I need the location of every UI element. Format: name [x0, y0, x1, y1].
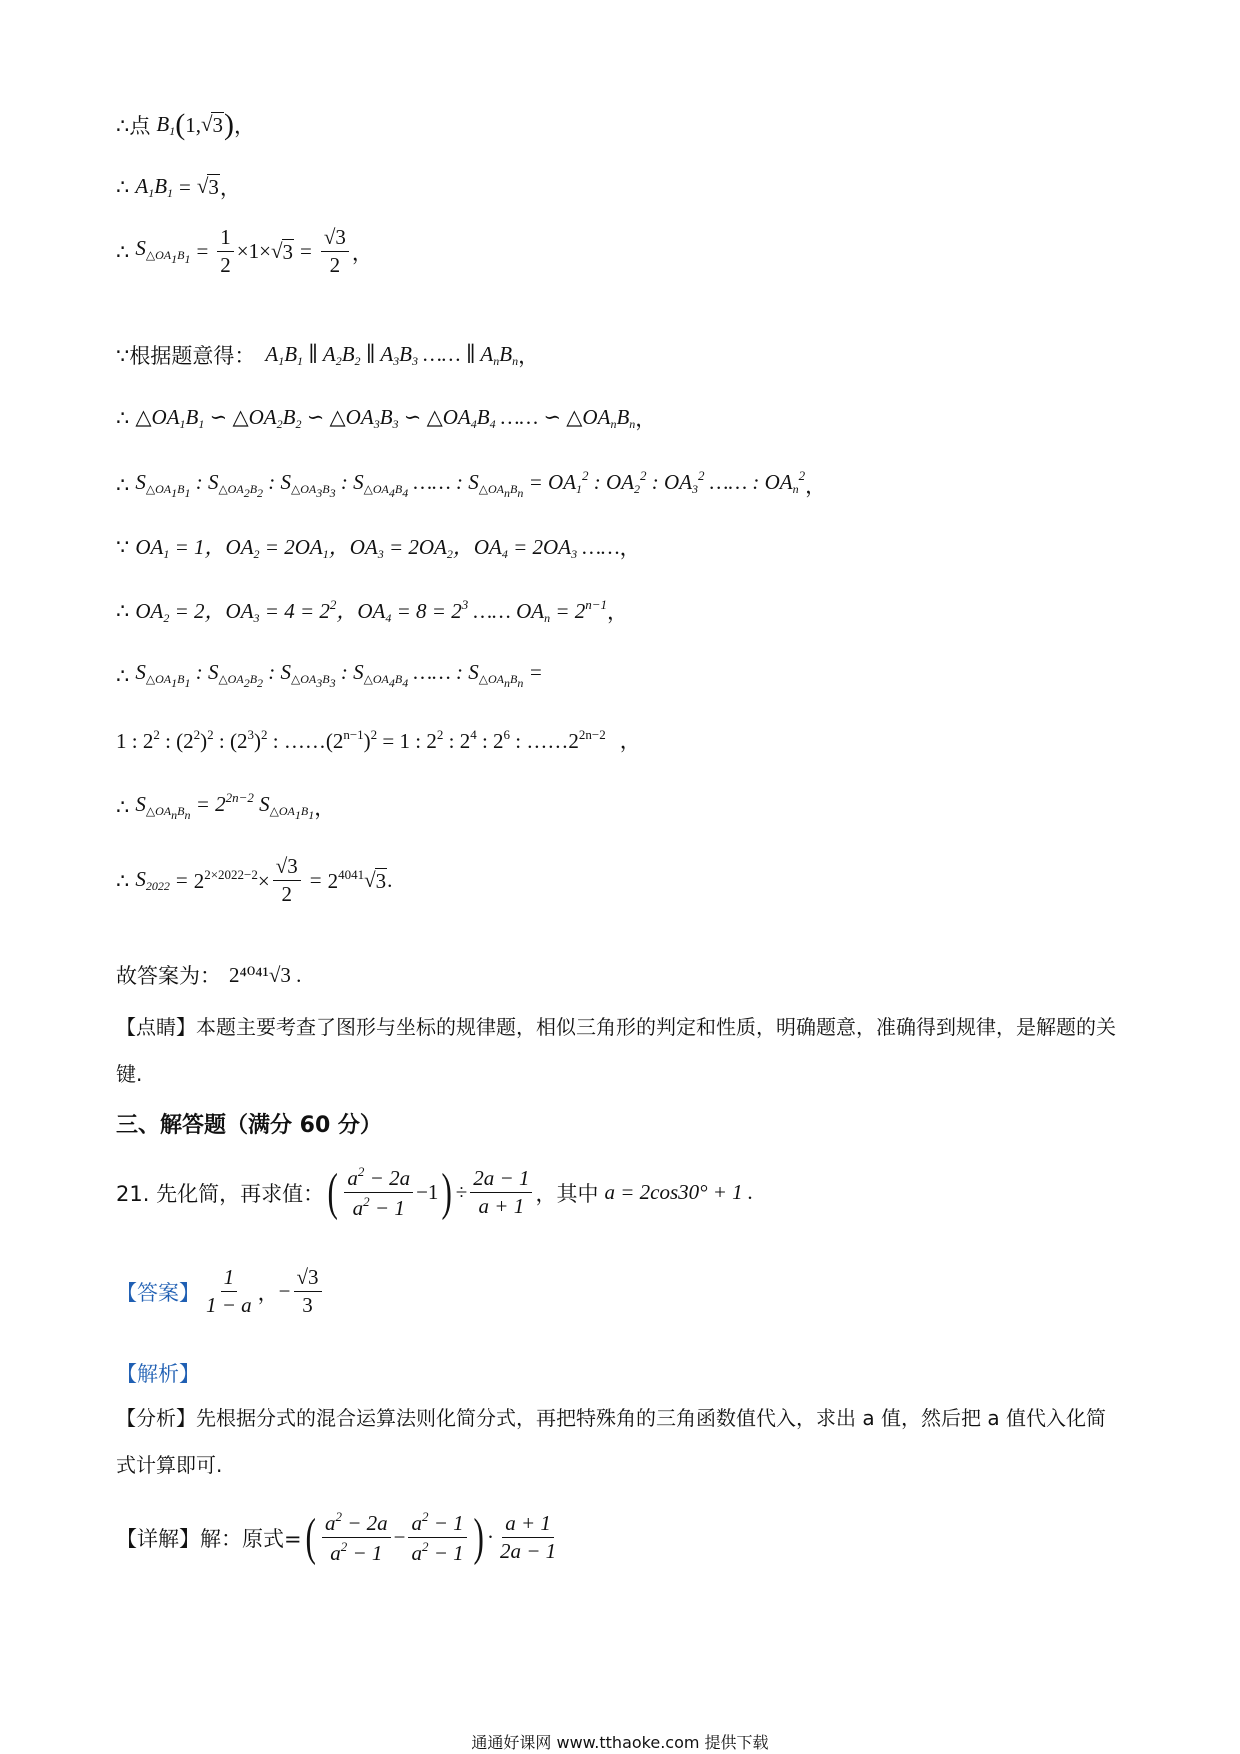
analysis-tag: 【解析】	[116, 1362, 200, 1386]
solution-line-7: ∵ $OA_1 = 1$，$OA_2 = 2OA_1$，$OA_3 = 2OA_2$，$OA_4 = 2OA_3$ …… ，	[116, 534, 641, 561]
final-answer-line: 故答案为： 2⁴⁰⁴¹√3 .	[116, 962, 302, 988]
solution-line-11: ∴ $S_{\triangle OA_nB_n} = 2^{2n-2}$ $S_{\triangle OA_1B_1}$ ，	[116, 790, 336, 822]
solution-line-10: 1 : $2^2$ : $(2^2)^2$ : $(2^3)^2$ : $\dots\dots(2^{n-1})^2 = 1$ : $2^2$ : $2^4$ : $2^6$ : $\dots\dots 2^{2n-2}$ ，	[116, 726, 641, 753]
answer-21: 【答案】 $\frac{1}{1 - a}$ ， − $\frac{√3}{3}$	[116, 1266, 1120, 1317]
fenxi-paragraph	[116, 1395, 1120, 1489]
solution-line-3: ∴ $S_{\triangle OA_1B_1}$ = $\frac{1}{2}$ ×1× √ 3 = $\frac{√3}{2}$ ，	[116, 225, 373, 278]
solution-line-8: ∴ $OA_2 = 2$，$OA_3 = 4 = 2^2$，$OA_4 = 8 = 2^3$ …… $OA_n = 2^{n-1}$ ，	[116, 597, 629, 625]
question-21: 21. 先化简，再求值： ( $\frac{a^2 - 2a}{a^2 - 1}$ −1 ) ÷ $\frac{2a - 1}{a + 1}$ ，其中 a = 2cos30° + 1 .	[116, 1163, 754, 1221]
solution-line-4: ∵根据题意得： $A_1B_1$ ∥ $A_2B_2$ ∥ $A_3B_3$ …… ∥ $A_nB_n$ ，	[116, 341, 540, 368]
solution-line-2: ∴ $A_1B_1$ = √ 3 ，	[116, 173, 241, 200]
page-footer: 通通好课网 www.tthaoke.com 提供下载	[471, 1733, 769, 1752]
xiangjie-line: 【详解】 解：原式= ( $\frac{a^2 - 2a}{a^2 - 1}$ − $\frac{a^2 - 1}{a^2 - 1}$ ) · $\frac{a + 1}{2a - 1}$	[116, 1508, 557, 1566]
solution-line-6: ∴ $S_{\triangle OA_1B_1}$ : $S_{\triangle OA_2B_2}$ : $S_{\triangle OA_3B_3}$ : $S_{\triangle OA_4B_4}$ …… : $S_{\triangle OA_nB_n} = OA_1^2$ : $OA_2^2$ : $OA_3^2$ …… : $OA_n^2$ ，	[116, 468, 827, 500]
answer-tag: 【答案】	[116, 1280, 200, 1305]
dianjing-paragraph	[116, 1004, 1120, 1098]
fenxi-tag: 【分析】	[116, 1406, 196, 1430]
solution-line-1: ∴点 $B_1$ ( 1, √ 3 ) ，	[116, 108, 255, 141]
section-heading: 三、解答题（满分 60 分）	[116, 1113, 382, 1138]
solution-line-12: ∴ $S_{2022}$ = $2^{2\times 2022-2}\times$ $\frac{√3}{2}$ = $2^{4041}$ √ 3 .	[116, 854, 393, 907]
fenxi-text: 先根据分式的混合运算法则化简分式，再把特殊角的三角函数值代入，求出 a 值，然后把 a 值代入化简式计算即可.	[116, 1406, 1106, 1477]
solution-line-5: ∴ $\triangle OA_1B_1$ ∽ $\triangle OA_2B_2$ ∽ $\triangle OA_3B_3$ ∽ $\triangle OA_4B_4$ …… ∽ $\triangle OA_nB_n$ ，	[116, 404, 657, 431]
dianjing-text: 本题主要考查了图形与坐标的规律题，相似三角形的判定和性质，明确题意，准确得到规律，是解题的关键.	[116, 1015, 1116, 1086]
solution-line-9: ∴ $S_{\triangle OA_1B_1}$ : $S_{\triangle OA_2B_2}$ : $S_{\triangle OA_3B_3}$ : $S_{\triangle OA_4B_4}$ …… : $S_{\triangle OA_nB_n}$ =	[116, 660, 543, 690]
dianjing-tag: 【点睛】	[116, 1015, 196, 1039]
